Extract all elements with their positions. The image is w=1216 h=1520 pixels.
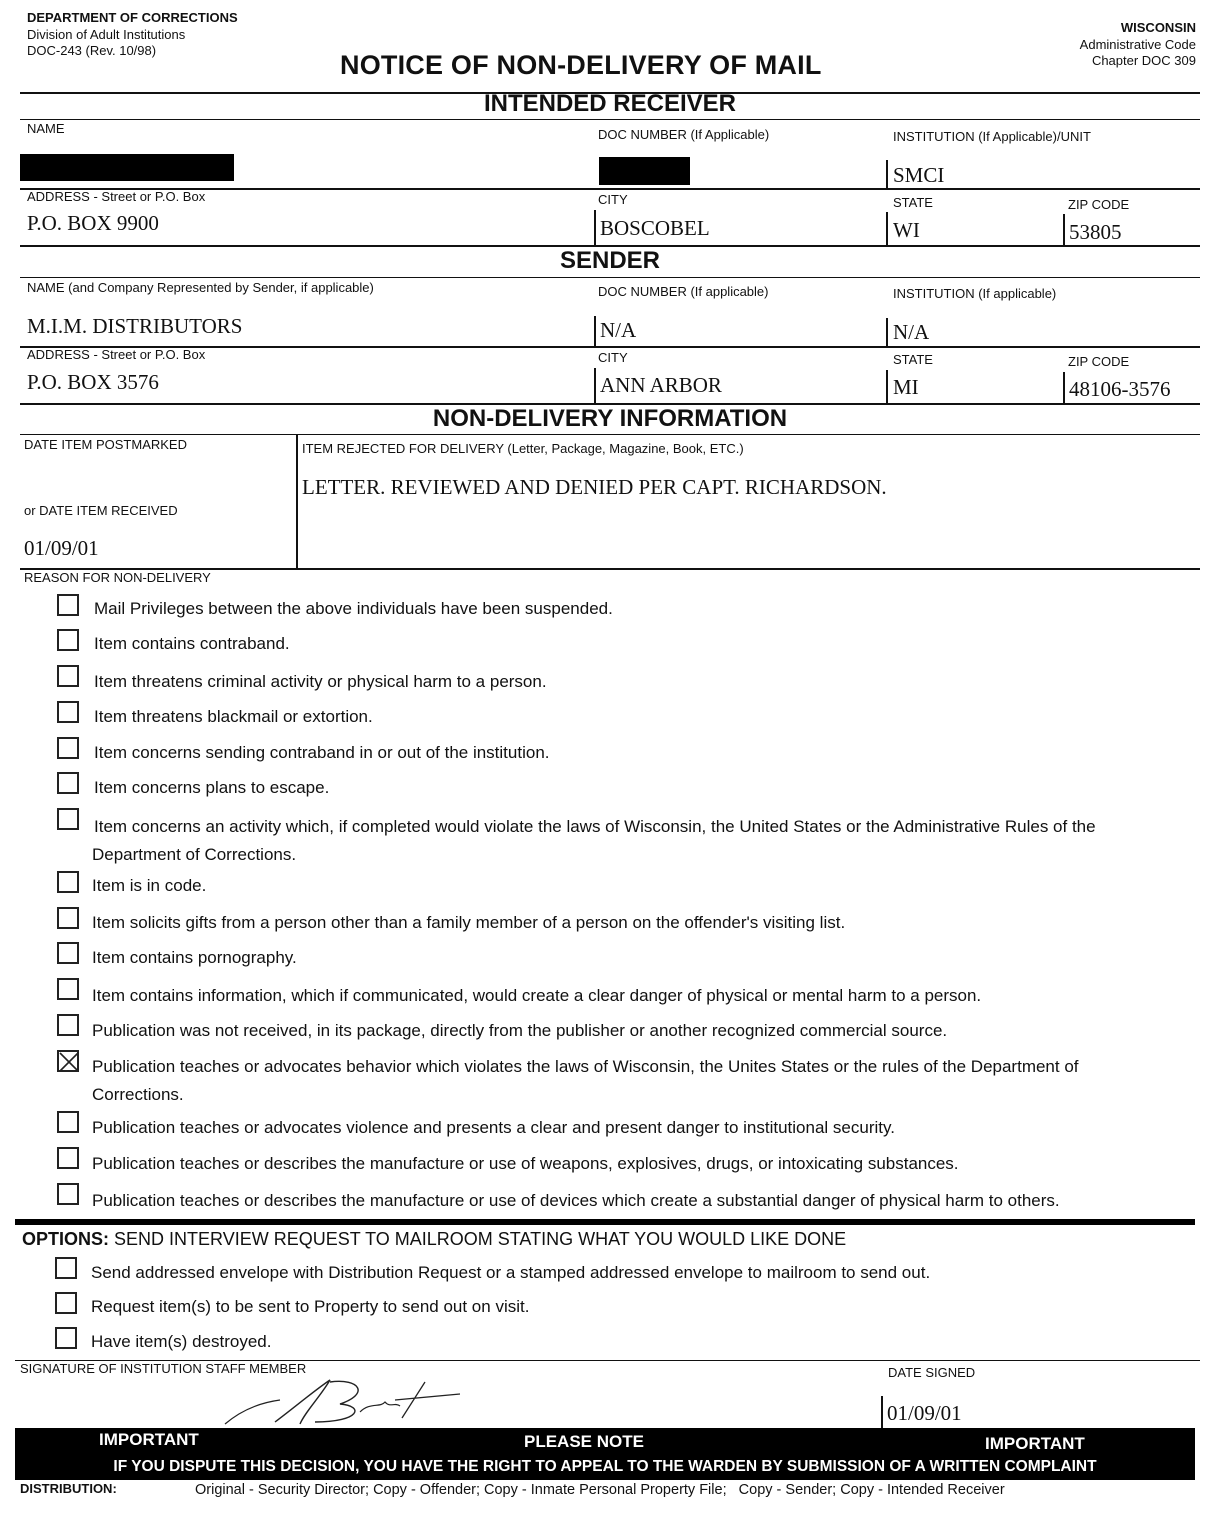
reason-text: Publication teaches or describes the manufacture or use of devices which create a substantial danger of physical harm to others.	[92, 1191, 1060, 1210]
division-name: Division of Adult Institutions	[27, 27, 186, 42]
item-rejected-label: ITEM REJECTED FOR DELIVERY (Letter, Package, Magazine, Book, ETC.)	[302, 441, 744, 456]
x-mark-icon	[59, 1052, 81, 1074]
option-checkbox[interactable]	[55, 1257, 77, 1279]
notice-bar	[15, 1428, 1195, 1480]
reason-checkbox[interactable]	[57, 665, 79, 687]
field-divider	[886, 318, 888, 346]
reason-checkbox[interactable]	[57, 629, 79, 651]
field-divider	[886, 160, 888, 190]
field-divider	[594, 210, 596, 245]
section-non-delivery: NON-DELIVERY INFORMATION	[432, 405, 788, 432]
field-divider	[1063, 372, 1065, 404]
receiver-name-label: NAME	[27, 121, 65, 136]
reason-text: Item contains information, which if communicated, would create a clear danger of physical or mental harm to a person.	[92, 986, 982, 1005]
field-divider	[881, 1396, 883, 1428]
receiver-institution-label: INSTITUTION (If Applicable)/UNIT	[893, 129, 1091, 144]
reason-text: Publication teaches or advocates violence and presents a clear and present danger to institutional security.	[92, 1118, 895, 1137]
department-name: DEPARTMENT OF CORRECTIONS	[27, 10, 238, 25]
reason-checkbox[interactable]	[57, 907, 79, 929]
signature-label: SIGNATURE OF INSTITUTION STAFF MEMBER	[20, 1361, 307, 1376]
section-intended-receiver: INTENDED RECEIVER	[483, 90, 737, 117]
state-name: WISCONSIN	[1120, 20, 1196, 35]
reason-text: Mail Privileges between the above individuals have been suspended.	[94, 599, 613, 618]
sender-state-label: STATE	[893, 352, 933, 367]
reason-text-continued: Corrections.	[92, 1085, 184, 1104]
receiver-zip: 53805	[1069, 220, 1122, 244]
options-heading	[22, 1228, 846, 1250]
sender-zip-label: ZIP CODE	[1068, 354, 1130, 369]
redacted-doc-number	[599, 157, 690, 185]
reason-checkbox[interactable]	[57, 701, 79, 723]
receiver-address: P.O. BOX 9900	[27, 211, 159, 235]
reason-checkbox[interactable]	[57, 1183, 79, 1205]
section-sender: SENDER	[559, 247, 661, 274]
receiver-state-label: STATE	[893, 195, 933, 210]
reason-checkbox[interactable]	[57, 1111, 79, 1133]
admin-chapter: Chapter DOC 309	[1091, 53, 1196, 68]
reason-checkbox[interactable]	[57, 737, 79, 759]
sender-city: ANN ARBOR	[600, 373, 722, 397]
distribution-list: Original - Security Director; Copy - Offender; Copy - Inmate Personal Property File; Copy - Sender; Copy - Intended Receiver	[195, 1482, 1005, 1498]
reason-text: Item concerns sending contraband in or out of the institution.	[94, 743, 550, 762]
divider	[20, 434, 1200, 435]
distribution-label: DISTRIBUTION:	[20, 1481, 117, 1496]
field-divider	[296, 434, 298, 568]
option-checkbox[interactable]	[55, 1292, 77, 1314]
receiver-address-label: ADDRESS - Street or P.O. Box	[27, 189, 206, 204]
field-divider	[594, 316, 596, 346]
reason-text: Publication teaches or describes the manufacture or use of weapons, explosives, drugs, or intoxicating substances.	[92, 1154, 959, 1173]
reason-checkbox[interactable]	[57, 978, 79, 1000]
field-divider	[594, 368, 596, 403]
field-divider	[886, 212, 888, 245]
sender-institution: N/A	[893, 320, 930, 344]
date-signed: 01/09/01	[887, 1401, 962, 1425]
divider	[20, 277, 1200, 278]
sender-address-label: ADDRESS - Street or P.O. Box	[27, 347, 206, 362]
options-label: OPTIONS:	[22, 1229, 110, 1249]
option-text: Have item(s) destroyed.	[91, 1332, 272, 1351]
reason-text: Publication teaches or advocates behavior which violates the laws of Wisconsin, the Unites States or the rules of the Department of	[92, 1057, 1079, 1076]
received-label: or DATE ITEM RECEIVED	[24, 503, 178, 518]
field-divider	[1063, 214, 1065, 246]
page-title: NOTICE OF NON-DELIVERY OF MAIL	[340, 50, 822, 80]
sender-name: M.I.M. DISTRIBUTORS	[27, 314, 243, 338]
reason-text: Item contains contraband.	[94, 634, 290, 653]
reason-checkbox[interactable]	[57, 772, 79, 794]
reason-text-continued: Department of Corrections.	[92, 845, 297, 864]
receiver-city-label: CITY	[598, 192, 628, 207]
reason-label: REASON FOR NON-DELIVERY	[24, 570, 211, 585]
receiver-state: WI	[893, 218, 920, 242]
option-text: Send addressed envelope with Distribution Request or a stamped addressed envelope to mailroom to send out.	[91, 1263, 931, 1282]
reason-text: Item concerns an activity which, if completed would violate the laws of Wisconsin, the United States or the Administrative Rules of the	[94, 817, 1096, 836]
option-checkbox[interactable]	[55, 1327, 77, 1349]
receiver-zip-label: ZIP CODE	[1068, 197, 1130, 212]
options-text: SEND INTERVIEW REQUEST TO MAILROOM STATING WHAT YOU WOULD LIKE DONE	[114, 1229, 847, 1249]
reason-text: Item contains pornography.	[92, 948, 297, 967]
sender-doc-label: DOC NUMBER (If applicable)	[598, 284, 769, 299]
sender-zip: 48106-3576	[1069, 377, 1171, 401]
receiver-institution: SMCI	[893, 163, 945, 187]
reason-text: Publication was not received, in its package, directly from the publisher or another recognized commercial source.	[92, 1021, 948, 1040]
sender-institution-label: INSTITUTION (If applicable)	[893, 286, 1057, 301]
form-number: DOC-243 (Rev. 10/98)	[27, 43, 157, 58]
reason-text: Item threatens criminal activity or physical harm to a person.	[94, 672, 547, 691]
sender-state: MI	[893, 375, 919, 399]
reason-checkbox[interactable]	[57, 808, 79, 830]
reason-checkbox[interactable]	[57, 1147, 79, 1169]
please-note: PLEASE NOTE	[524, 1432, 644, 1451]
divider	[20, 119, 1200, 120]
thick-divider	[15, 1219, 1195, 1225]
reason-checkbox[interactable]	[57, 1014, 79, 1036]
important-right: IMPORTANT	[985, 1434, 1085, 1453]
sender-city-label: CITY	[598, 350, 628, 365]
sender-doc: N/A	[600, 318, 637, 342]
reason-text: Item is in code.	[92, 876, 207, 895]
option-text: Request item(s) to be sent to Property to send out on visit.	[91, 1297, 530, 1316]
postmarked-label: DATE ITEM POSTMARKED	[24, 437, 187, 452]
redacted-receiver-name	[20, 154, 234, 181]
appeal-notice: IF YOU DISPUTE THIS DECISION, YOU HAVE THE RIGHT TO APPEAL TO THE WARDEN BY SUBMISSION OF A WRITTEN COMPLAINT	[113, 1458, 1097, 1475]
reason-text: Item concerns plans to escape.	[94, 778, 330, 797]
receiver-city: BOSCOBEL	[600, 216, 710, 240]
reason-checkbox[interactable]	[57, 942, 79, 964]
sender-name-label: NAME (and Company Represented by Sender, if applicable)	[27, 280, 374, 295]
field-divider	[886, 370, 888, 403]
date-signed-label: DATE SIGNED	[888, 1365, 976, 1380]
reason-text: Item threatens blackmail or extortion.	[94, 707, 373, 726]
staff-signature	[220, 1372, 470, 1430]
reason-checkbox[interactable]	[57, 594, 79, 616]
received-date: 01/09/01	[24, 536, 99, 560]
reason-text: Item solicits gifts from a person other than a family member of a person on the offender's visiting list.	[92, 913, 846, 932]
receiver-doc-label: DOC NUMBER (If Applicable)	[598, 127, 770, 142]
reason-checkbox-checked[interactable]	[57, 1050, 79, 1072]
important-left: IMPORTANT	[99, 1430, 199, 1449]
item-rejected: LETTER. REVIEWED AND DENIED PER CAPT. RICHARDSON.	[302, 475, 887, 499]
sender-address: P.O. BOX 3576	[27, 370, 159, 394]
admin-code: Administrative Code	[1079, 37, 1196, 52]
reason-checkbox[interactable]	[57, 871, 79, 893]
